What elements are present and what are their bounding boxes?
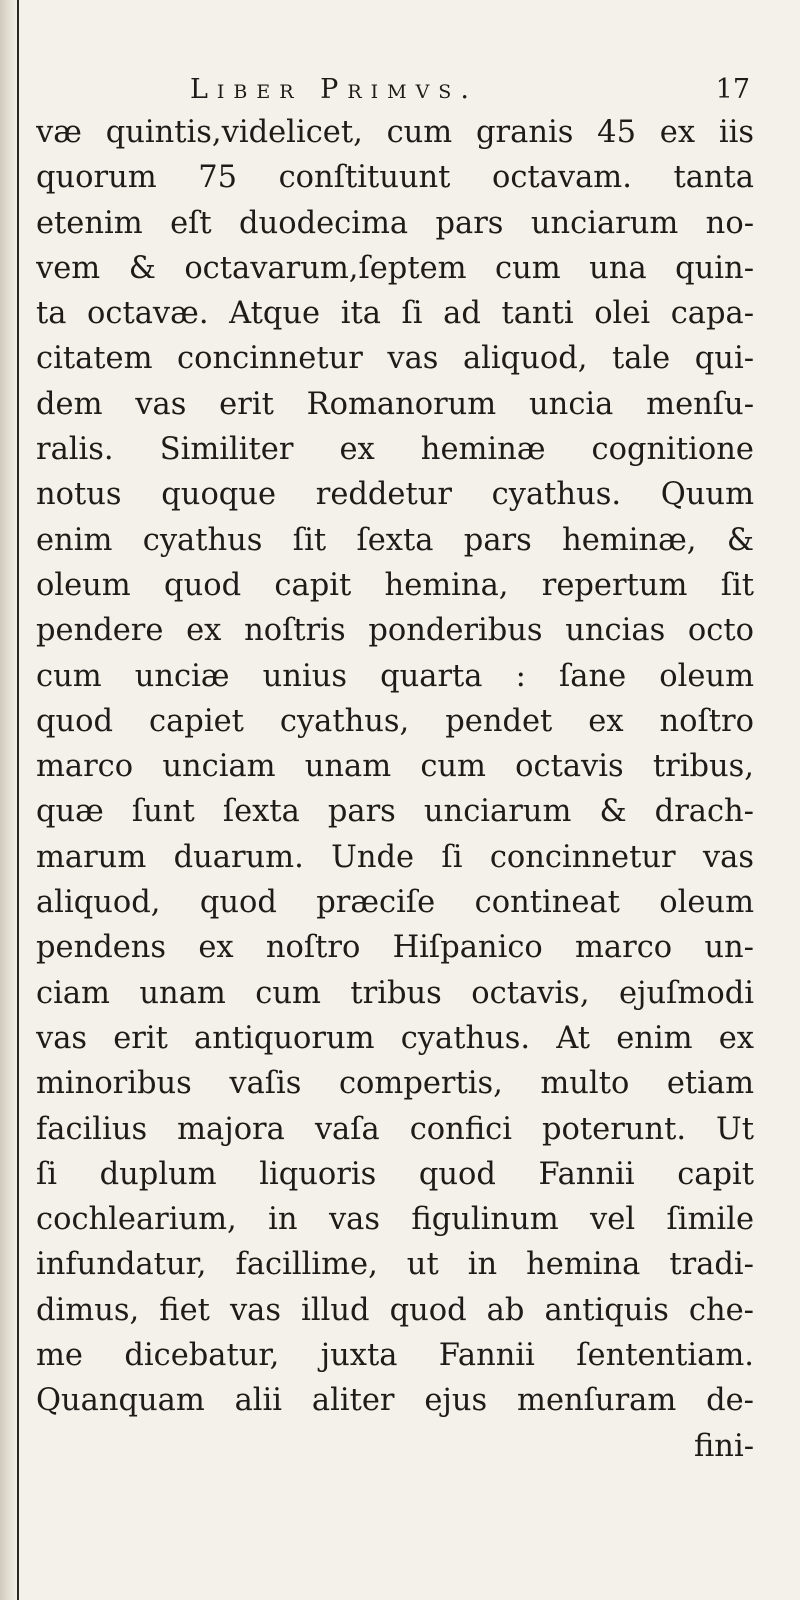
text-line: aliquod, quod præciſe contineat oleum <box>36 885 754 921</box>
text-line: Quanquam alii aliter ejus menſuram de- <box>36 1383 754 1419</box>
text-line: oleum quod capit hemina, repertum ſit <box>36 567 754 603</box>
text-line: etenim eſt duodecima pars unciarum no- <box>36 205 754 241</box>
text-line: facilius majora vaſa confici poterunt. Ut <box>36 1111 754 1147</box>
text-line: pendens ex noſtro Hiſpanico marco un- <box>36 930 754 966</box>
running-head <box>190 68 750 114</box>
running-head-title: Liber Primvs. <box>190 74 478 105</box>
text-line: ralis. Similiter ex heminæ cognitione <box>36 432 754 468</box>
page-number: 17 <box>715 74 750 105</box>
catchword: fini- <box>693 1428 754 1464</box>
text-line: infundatur, facillime, ut in hemina tradi- <box>36 1247 754 1283</box>
text-line: citatem concinnetur vas aliquod, tale qui- <box>36 341 754 377</box>
text-line: ciam unam cum tribus octavis, ejuſmodi <box>36 975 754 1011</box>
text-line: dem vas erit Romanorum uncia menſu- <box>36 386 754 422</box>
text-line: væ quintis,videlicet, cum granis 45 ex iis <box>36 115 754 150</box>
text-line: ta octavæ. Atque ita ſi ad tanti olei capa- <box>36 296 754 332</box>
text-line: minoribus vaſis compertis, multo etiam <box>36 1066 754 1102</box>
text-line: cochlearium, in vas figulinum vel ſimile <box>36 1202 754 1238</box>
text-line: quorum 75 conſtituunt octavam. tanta <box>36 160 754 196</box>
body-text <box>36 110 754 1469</box>
text-line: cum unciæ unius quarta : ſane oleum <box>36 658 754 694</box>
text-line: vas erit antiquorum cyathus. At enim ex <box>36 1020 754 1056</box>
text-line: pendere ex noſtris ponderibus uncias octo <box>36 613 754 649</box>
text-line: quæ ſunt ſexta pars unciarum & drach- <box>36 794 754 830</box>
text-line: enim cyathus ſit ſexta pars heminæ, & <box>36 522 754 558</box>
text-line: quod capiet cyathus, pendet ex noſtro <box>36 703 754 739</box>
text-line: ſi duplum liquoris quod Fannii capit <box>36 1156 754 1192</box>
text-line: marum duarum. Unde ſi concinnetur vas <box>36 839 754 875</box>
text-line: notus quoque reddetur cyathus. Quum <box>36 477 754 513</box>
text-line: marco unciam unam cum octavis tribus, <box>36 749 754 785</box>
text-line: me dicebatur, juxta Fannii ſententiam. <box>36 1338 754 1374</box>
text-line: dimus, fiet vas illud quod ab antiquis che- <box>36 1292 754 1328</box>
text-line: vem & octavarum,ſeptem cum una quin- <box>36 250 754 286</box>
